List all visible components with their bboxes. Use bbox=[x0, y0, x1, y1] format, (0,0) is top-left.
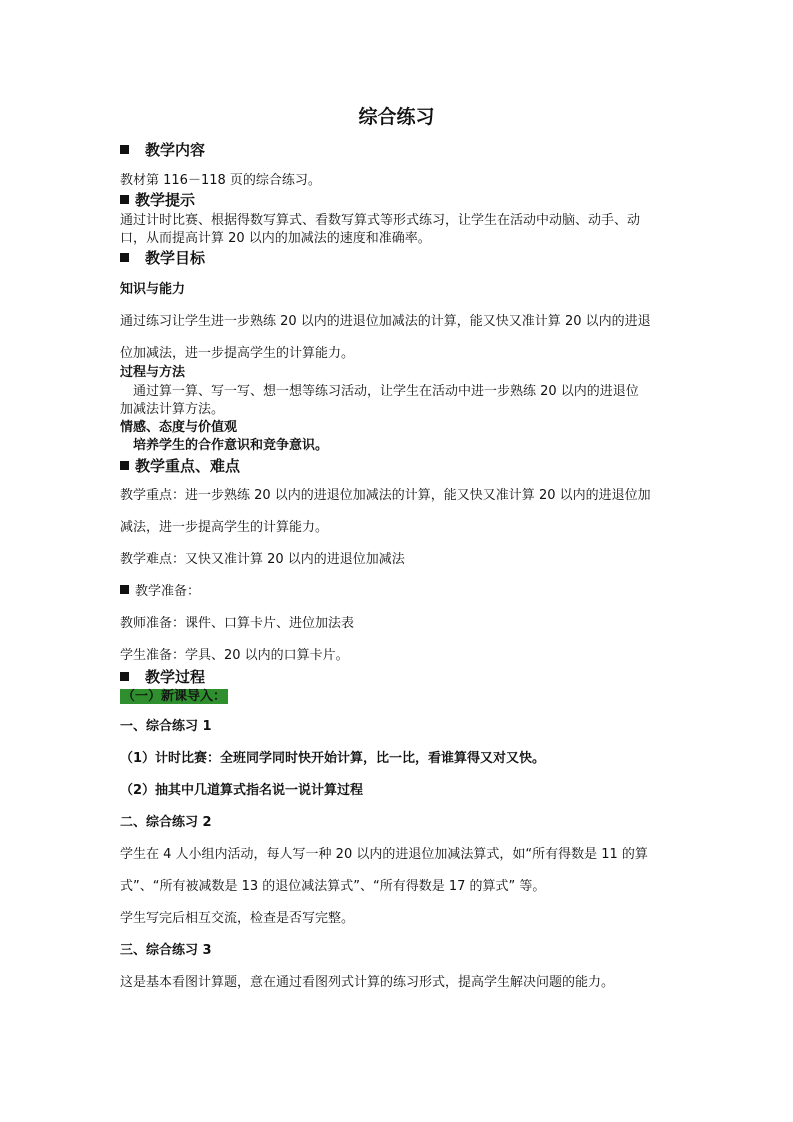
bullet-square-icon bbox=[120, 672, 129, 681]
heading-text: 教学过程 bbox=[145, 668, 206, 686]
practice-3-line-1: 这是基本看图计算题，意在通过看图列式计算的练习形式，提高学生解决问题的能力。 bbox=[120, 975, 615, 990]
knowledge-line-1: 通过练习让学生进一步熟练 20 以内的进退位加减法的计算，能又快又准计算 20 以内的进退 bbox=[120, 314, 651, 329]
subheading-knowledge: 知识与能力 bbox=[120, 282, 186, 297]
practice-1-item-1: （1）计时比赛：全班同学同时快开始计算，比一比，看谁算得又对又快。 bbox=[120, 751, 546, 766]
intro-label: （一）新课导入： bbox=[122, 689, 227, 704]
practice-1-item-2: （2）抽其中几道算式指名说一说计算过程 bbox=[120, 783, 364, 798]
knowledge-line-2: 位加减法，进一步提高学生的计算能力。 bbox=[120, 346, 355, 361]
practice-2-line-3: 学生写完后相互交流，检查是否写完整。 bbox=[120, 911, 355, 926]
tips-line-1: 通过计时比赛、根据得数写算式、看数写算式等形式练习，让学生在活动中动脑、动手、动 bbox=[120, 213, 641, 228]
section-heading-prep bbox=[120, 583, 200, 601]
difficulty-line: 教学难点：又快又准计算 20 以内的进退位加减法 bbox=[120, 552, 405, 567]
subheading-emotion: 情感、态度与价值观 bbox=[120, 420, 238, 435]
process-line-2: 加减法计算方法。 bbox=[120, 402, 225, 417]
bullet-square-icon bbox=[120, 585, 129, 594]
heading-text: 教学准备： bbox=[135, 584, 201, 599]
heading-text: 教学目标 bbox=[145, 249, 206, 267]
keypoint-line-1: 教学重点：进一步熟练 20 以内的进退位加减法的计算，能又快又准计算 20 以内的进退位加 bbox=[120, 488, 651, 503]
section-heading-process bbox=[120, 667, 205, 687]
intro-highlight bbox=[120, 688, 228, 706]
process-line-1: 通过算一算、写一写、想一想等练习活动，让学生在活动中进一步熟练 20 以内的进退位 bbox=[133, 384, 639, 399]
bullet-square-icon bbox=[120, 253, 129, 262]
section-heading-goals bbox=[120, 248, 205, 268]
heading-text: 教学提示 bbox=[135, 191, 196, 209]
tips-line-2: 口，从而提高计算 20 以内的加减法的速度和准确率。 bbox=[120, 231, 431, 246]
subheading-process: 过程与方法 bbox=[120, 365, 186, 380]
heading-text: 教学内容 bbox=[145, 141, 206, 159]
practice-2-line-2: 式”、“所有被减数是 13 的退位减法算式”、“所有得数是 17 的算式” 等。 bbox=[120, 879, 546, 894]
emotion-line-1: 培养学生的合作意识和竞争意识。 bbox=[133, 438, 329, 453]
bullet-square-icon bbox=[120, 461, 129, 470]
heading-text: 教学重点、难点 bbox=[135, 457, 241, 475]
content-text: 教材第 116－118 页的综合练习。 bbox=[120, 173, 321, 188]
practice-2-line-1: 学生在 4 人小组内活动，每人写一种 20 以内的进退位加减法算式，如“所有得数是 11 的算 bbox=[120, 847, 648, 862]
practice-2-heading: 二、综合练习 2 bbox=[120, 815, 212, 830]
section-heading-tips bbox=[120, 190, 195, 210]
practice-1-heading: 一、综合练习 1 bbox=[120, 719, 212, 734]
section-heading-content bbox=[120, 140, 205, 160]
document-title: 综合练习 bbox=[358, 106, 435, 128]
student-prep-line: 学生准备：学具、20 以内的口算卡片。 bbox=[120, 648, 349, 663]
section-heading-keypoints bbox=[120, 456, 240, 476]
bullet-square-icon bbox=[120, 195, 129, 204]
keypoint-line-2: 减法，进一步提高学生的计算能力。 bbox=[120, 520, 329, 535]
teacher-prep-line: 教师准备：课件、口算卡片、进位加法表 bbox=[120, 616, 355, 631]
bullet-square-icon bbox=[120, 145, 129, 154]
practice-3-heading: 三、综合练习 3 bbox=[120, 943, 212, 958]
